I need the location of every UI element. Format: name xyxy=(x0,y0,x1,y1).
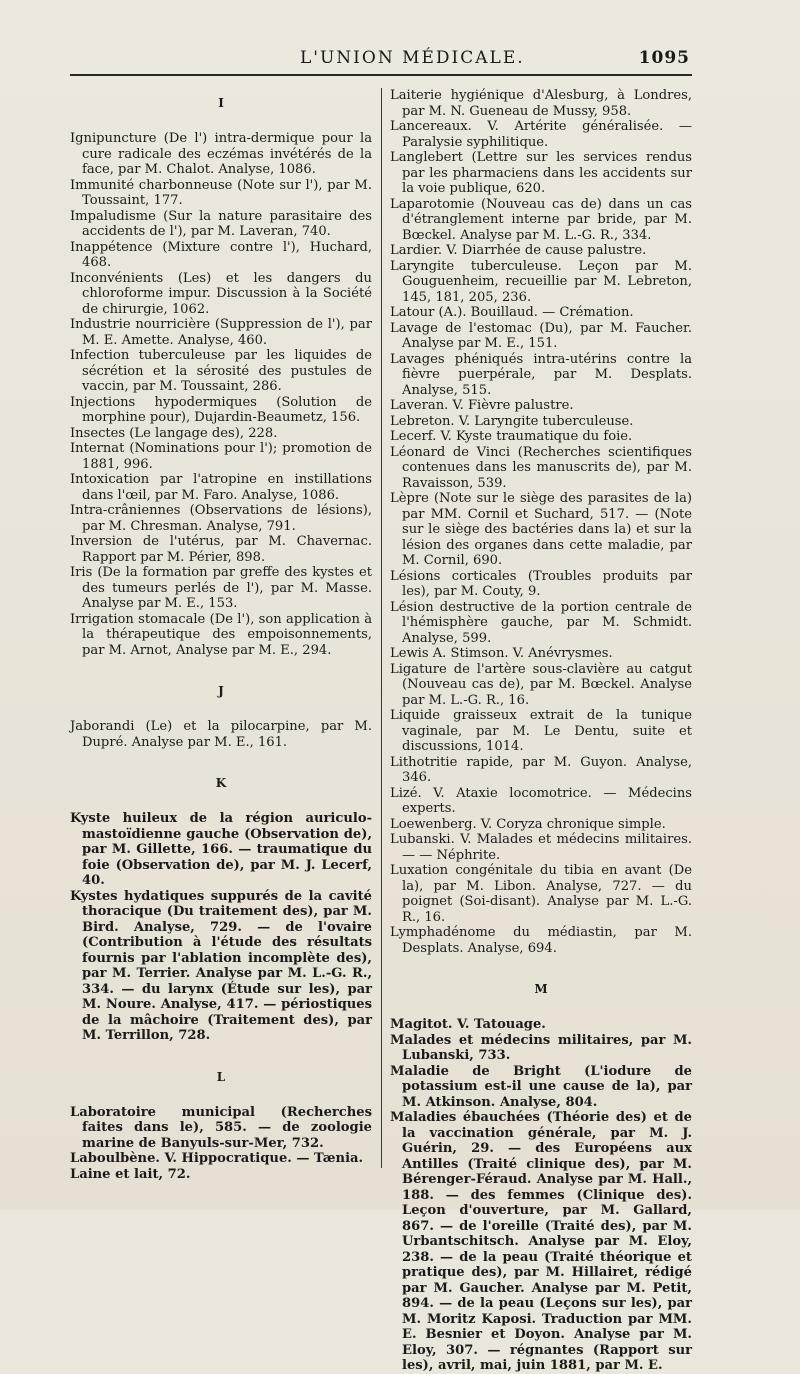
index-entry: Lithotritie rapide, par M. Guyon. Analyse, 346. xyxy=(390,754,692,785)
index-entry: Immunité charbonneuse (Note sur l'), par M. Toussaint, 177. xyxy=(70,177,372,208)
index-entry: Lavages phéniqués intra-utérins contre la fièvre puerpérale, par M. Desplats. Analyse, 515. xyxy=(390,351,692,398)
index-entry: Kystes hydatiques suppurés de la cavité thoracique (Du traitement des), par M. Bird. Analyse, 729. — de l'ovaire (Contribution à l'étude des résultats fournis par l'ablation incomplète des), par M. Terrier. Analyse par M. L.-G. R., 334. — du larynx (Étude sur les), par M. Noure. Analyse, 417. — périostiques de la mâchoire (Traitement des), par M. Terrillon, 728. xyxy=(70,888,372,1043)
page-number: 1095 xyxy=(638,48,690,68)
right-column xyxy=(390,88,692,1374)
index-entry: Lèpre (Note sur le siège des parasites de la) par MM. Cornil et Suchard, 517. — (Note sur le siège des bactéries dans la) et sur la lésion des organes dans cette maladie, par M. Cornil, 690. xyxy=(390,491,692,568)
index-entry: Maladies ébauchées (Théorie des) et de la vaccination générale, par M. J. Guérin, 29. — des Européens aux Antilles (Traité clinique des), par M. Bérenger-Féraud. Analyse par M. Hall., 188. — des femmes (Clinique des). Leçon d'ouverture, par M. Gallard, 867. — de l'oreille (Traité des), par M. Urbantschitsch. Analyse par M. Eloy, 238. — de la peau (Traité théorique et pratique des), par M. Hillairet, rédigé par M. Gaucher. Analyse par M. Petit, 894. — de la peau (Leçons sur les), par M. Moritz Kaposi. Traduction par MM. E. Besnier et Doyon. Analyse par M. Eloy, 307. — régnantes (Rapport sur les), avril, mai, juin 1881, par M. E. xyxy=(390,1110,692,1373)
section-letter-i: I xyxy=(218,96,224,110)
index-entry: Industrie nourricière (Suppression de l'), par M. E. Amette. Analyse, 460. xyxy=(70,317,372,348)
index-entry: Internat (Nominations pour l'); promotion de 1881, 996. xyxy=(70,441,372,472)
index-entry: Latour (A.). Bouillaud. — Crémation. xyxy=(390,305,634,320)
index-entry: Magitot. V. Tatouage. xyxy=(390,1017,546,1032)
index-entry: Jaborandi (Le) et la pilocarpine, par M. Dupré. Analyse par M. E., 161. xyxy=(70,719,372,750)
index-entry: Irrigation stomacale (De l'), son application à la thérapeutique des empoisonnements, par M. Arnot, Analyse par M. E., 294. xyxy=(70,611,372,658)
index-entry: Lavage de l'estomac (Du), par M. Faucher. Analyse par M. E., 151. xyxy=(390,320,692,351)
index-entry: Lewis A. Stimson. V. Anévrysmes. xyxy=(390,646,613,661)
index-entry: Laine et lait, 72. xyxy=(70,1166,191,1182)
index-entry: Lésion destructive de la portion centrale de l'hémisphère gauche, par M. Schmidt. Analyse, 599. xyxy=(390,599,692,646)
index-entry: Inversion de l'utérus, par M. Chavernac. Rapport par M. Périer, 898. xyxy=(70,534,372,565)
index-entry: Kyste huileux de la région auriculo-mastoïdienne gauche (Observation de), par M. Gillette, 166. — traumatique du foie (Observation de), par M. J. Lecerf, 40. xyxy=(70,811,372,888)
index-entry: Lardier. V. Diarrhée de cause palustre. xyxy=(390,243,647,258)
header-rule xyxy=(70,74,692,76)
section-letter-k: K xyxy=(215,776,227,790)
index-entry: Impaludisme (Sur la nature parasitaire des accidents de l'), par M. Laveran, 740. xyxy=(70,208,372,239)
index-entry: Loewenberg. V. Coryza chronique simple. xyxy=(390,816,666,832)
index-entry: Lebreton. V. Laryngite tuberculeuse. xyxy=(390,413,634,429)
running-header xyxy=(70,48,690,72)
index-entry: Laryngite tuberculeuse. Leçon par M. Gouguenheim, recueillie par M. Lebreton, 145, 181, 205, 236. xyxy=(390,258,692,305)
index-entry: Malades et médecins militaires, par M. Lubanski, 733. xyxy=(390,1032,692,1063)
index-entry: Intra-crâniennes (Observations de lésions), par M. Chresman. Analyse, 791. xyxy=(70,503,372,534)
left-column xyxy=(70,88,372,1182)
index-entry: Léonard de Vinci (Recherches scientifiques contenues dans les manuscrits de), par M. Ravaisson, 539. xyxy=(390,444,692,491)
index-entry: Ligature de l'artère sous-clavière au catgut (Nouveau cas de), par M. Bœckel. Analyse par M. L.-G. R., 16. xyxy=(390,661,692,708)
index-entry: Laboulbène. V. Hippocratique. — Tænia. xyxy=(70,1151,364,1166)
index-entry: Lizé. V. Ataxie locomotrice. — Médecins experts. xyxy=(390,785,692,816)
section-letter-j: J xyxy=(218,684,224,698)
index-entry: Laparotomie (Nouveau cas de) dans un cas d'étranglement interne par bride, par M. Bœckel. Analyse par M. L.-G. R., 334. xyxy=(390,196,692,243)
index-entry: Inappétence (Mixture contre l'), Huchard, 468. xyxy=(70,239,372,270)
index-entry: Injections hypodermiques (Solution de morphine pour), Dujardin-Beaumetz, 156. xyxy=(70,394,372,425)
index-entry: Langlebert (Lettre sur les services rendus par les pharmaciens dans les accidents sur la voie publique, 620. xyxy=(390,150,692,196)
index-entry: Maladie de Bright (L'iodure de potassium est-il une cause de la), par M. Atkinson. Analyse, 804. xyxy=(390,1063,692,1110)
index-entry: Ignipuncture (De l') intra-dermique pour la cure radicale des eczémas invétérés de la face, par M. Chalot. Analyse, 1086. xyxy=(70,131,372,177)
index-entry: Lymphadénome du médiastin, par M. Desplats. Analyse, 694. xyxy=(390,925,692,956)
section-letter-m: M xyxy=(534,982,548,996)
column-divider xyxy=(381,88,382,1168)
journal-title: L'UNION MÉDICALE. xyxy=(300,48,525,68)
index-entry: Laboratoire municipal (Recherches faites dans le), 585. — de zoologie marine de Banyuls-sur-Mer, 732. xyxy=(70,1104,372,1151)
index-entry: Lecerf. V. Kyste traumatique du foie. xyxy=(390,429,633,444)
section-letter-l: L xyxy=(216,1069,226,1084)
index-entry: Intoxication par l'atropine en instillations dans l'œil, par M. Faro. Analyse, 1086. xyxy=(70,472,372,503)
index-entry: Liquide graisseux extrait de la tunique vaginale, par M. Le Dentu, suite et discussions, 1014. xyxy=(390,708,692,754)
index-entry: Iris (De la formation par greffe des kystes et des tumeurs perlés de l'), par M. Masse. Analyse par M. E., 153. xyxy=(70,565,372,611)
index-entry: Laiterie hygiénique d'Alesburg, à Londres, par M. N. Gueneau de Mussy, 958. xyxy=(390,88,692,119)
index-entry: Lésions corticales (Troubles produits par les), par M. Couty, 9. xyxy=(390,568,692,599)
index-entry: Infection tuberculeuse par les liquides de sécrétion et la sérosité des pustules de vaccin, par M. Toussaint, 286. xyxy=(70,348,372,394)
index-entry: Lubanski. V. Malades et médecins militaires. — — Néphrite. xyxy=(390,832,692,863)
index-entry: Lancereaux. V. Artérite généralisée. — Paralysie syphilitique. xyxy=(390,119,692,150)
index-entry: Luxation congénitale du tibia en avant (De la), par M. Libon. Analyse, 727. — du poignet (Soi-disant). Analyse par M. L.-G. R., 16. xyxy=(390,863,692,925)
index-entry: Inconvénients (Les) et les dangers du chloroforme impur. Discussion à la Société de chirurgie, 1062. xyxy=(70,270,372,317)
index-entry: Insectes (Le langage des), 228. xyxy=(70,425,278,441)
index-entry: Laveran. V. Fièvre palustre. xyxy=(390,398,574,413)
